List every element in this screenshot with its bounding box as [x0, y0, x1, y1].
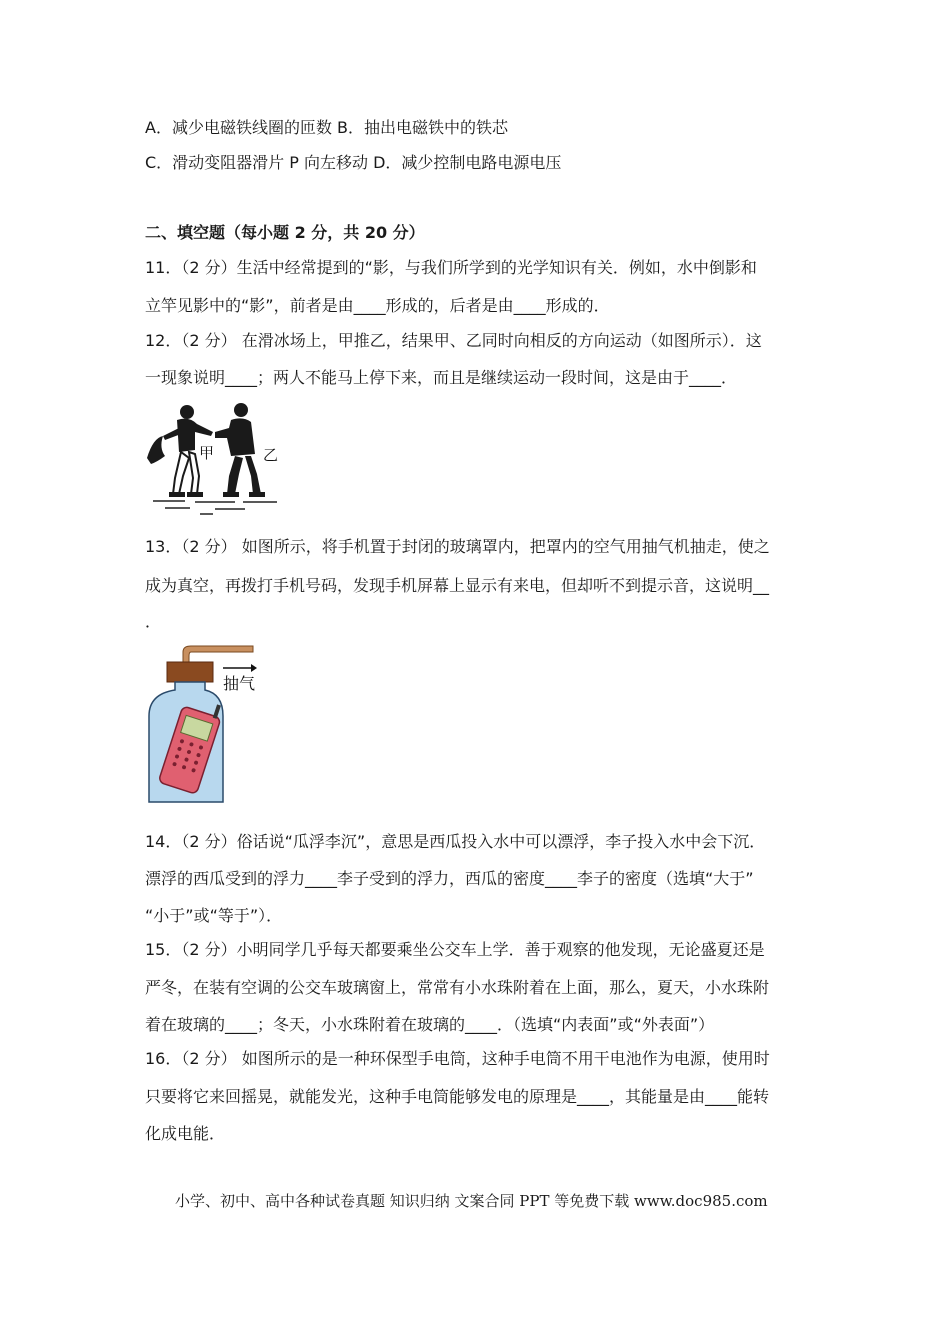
q16-line-3: 化成电能． [145, 1124, 226, 1143]
q14-line-1: 14．（2 分）俗话说“瓜浮李沉”，意思是西瓜投入水中可以漂浮，李子投入水中会下沉． [145, 832, 766, 851]
q11-line-1: 11．（2 分）生活中经常提到的“影，与我们所学到的光学知识有关．例如，水中倒影和 [145, 258, 757, 277]
q15-line-1: 15．（2 分）小明同学几乎每天都要乘坐公交车上学．善于观察的他发现，无论盛夏还是 [145, 940, 765, 959]
q15-line-2: 严冬，在装有空调的公交车玻璃窗上，常常有小水珠附着在上面，那么，夏天，小水珠附 [145, 978, 770, 997]
q11-line-2: 立竿见影中的“影”，前者是由____形成的，后者是由____形成的． [145, 296, 610, 315]
q14-line-3: “小于”或“等于”）． [145, 906, 283, 925]
bell-jar-figure [145, 642, 265, 807]
q13-line-3: ． [145, 612, 162, 631]
option-line-cd: C．滑动变阻器滑片 P 向左移动 D．减少控制电路电源电压 [145, 153, 562, 172]
q14-line-2: 漂浮的西瓜受到的浮力____李子受到的浮力，西瓜的密度____李子的密度（选填“大于” [145, 869, 754, 888]
page-footer: 小学、初中、高中各种试卷真题 知识归纳 文案合同 PPT 等免费下载 www.doc985.com [175, 1192, 768, 1210]
label-yi: 乙 [263, 446, 279, 464]
q12-line-2: 一现象说明____；两人不能马上停下来，而且是继续运动一段时间，这是由于____． [145, 368, 738, 387]
q16-line-1: 16．（2 分） 如图所示的是一种环保型手电筒，这种手电筒不用干电池作为电源，使用时 [145, 1049, 770, 1068]
skaters-figure [145, 398, 285, 516]
option-line-ab: A．减少电磁铁线圈的匝数 B．抽出电磁铁中的铁芯 [145, 118, 509, 137]
q15-line-3: 着在玻璃的____；冬天，小水珠附着在玻璃的____．（选填“内表面”或“外表面”） [145, 1015, 715, 1034]
label-jia: 甲 [199, 444, 215, 462]
q13-line-2: 成为真空，再拨打手机号码，发现手机屏幕上显示有来电，但却听不到提示音，这说明__ [145, 576, 770, 595]
q12-line-1: 12．（2 分） 在滑冰场上，甲推乙，结果甲、乙同时向相反的方向运动（如图所示）．这 [145, 331, 762, 350]
q13-line-1: 13．（2 分） 如图所示，将手机置于封闭的玻璃罩内，把罩内的空气用抽气机抽走，使之 [145, 537, 770, 556]
q16-line-2: 只要将它来回摇晃，就能发光，这种手电筒能够发电的原理是____，其能量是由____能转 [145, 1087, 770, 1106]
section-heading: 二、填空题（每小题 2 分，共 20 分） [145, 223, 425, 242]
label-chouqi: 抽气 [223, 674, 256, 693]
